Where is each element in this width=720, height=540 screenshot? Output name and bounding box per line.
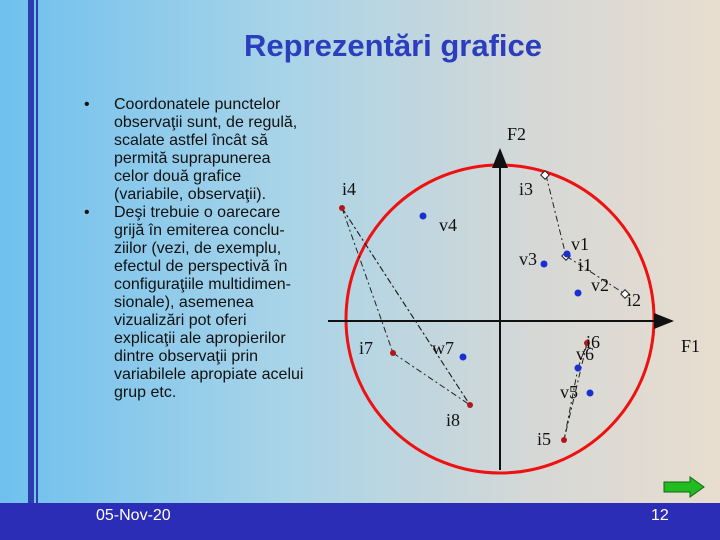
label-v6: v6 [576, 344, 594, 364]
label-v2: v2 [591, 275, 609, 295]
axis-f2-label: F2 [507, 124, 527, 144]
point-i5 [561, 437, 567, 443]
point-v3 [541, 261, 548, 268]
point-labels [342, 124, 700, 449]
label-i4: i4 [342, 179, 357, 199]
point-i7 [390, 350, 396, 356]
point-v2 [575, 290, 582, 297]
group-lines [342, 175, 625, 440]
point-v5 [587, 390, 594, 397]
label-i7: i7 [359, 338, 374, 358]
footer-date: 05-Nov-20 [96, 507, 171, 524]
slide-title: Reprezentări grafice [243, 28, 543, 63]
bullet-text: Coordonatele punctelor observaţii sunt, de regulă, scalate astfel încât să permită suprapunerea celor două grafice (variabile, observaţii). [114, 96, 298, 203]
label-i6: i6 [586, 332, 601, 352]
label-v5: v5 [560, 382, 578, 402]
point-v6 [575, 365, 582, 372]
bullet-marker: • [84, 96, 90, 113]
point-v1 [564, 251, 571, 258]
label-v3: v3 [519, 249, 537, 269]
bullet-marker: • [84, 204, 90, 221]
label-v4: v4 [439, 215, 457, 235]
label-i5: i5 [537, 429, 552, 449]
bullet-text: Deşi trebuie o oarecare grijă în emiterea conclu- ziilor (vezi, de exemplu, efectul de perspectivă în configuraţiile multidimen- sionale), asemenea vizualizări pot oferi explicaţii ale apropierilor dintre observaţii prin variabilele apropiate acelui grup etc. [114, 204, 304, 401]
label-i1: i1 [578, 255, 593, 275]
label-i8: i8 [446, 410, 461, 430]
point-i8 [467, 402, 473, 408]
label-i2: i2 [627, 290, 642, 310]
page-number: 12 [651, 507, 669, 524]
points [339, 171, 629, 443]
label-i3: i3 [519, 179, 534, 199]
next-slide-arrow-icon[interactable] [662, 476, 706, 498]
label-v1: v1 [571, 234, 589, 254]
point-w7 [460, 354, 467, 361]
point-i4 [339, 205, 345, 211]
group-line [342, 208, 470, 405]
label-w7: w7 [432, 338, 454, 358]
axis-f1-label: F1 [681, 336, 701, 356]
point-v4 [420, 213, 427, 220]
